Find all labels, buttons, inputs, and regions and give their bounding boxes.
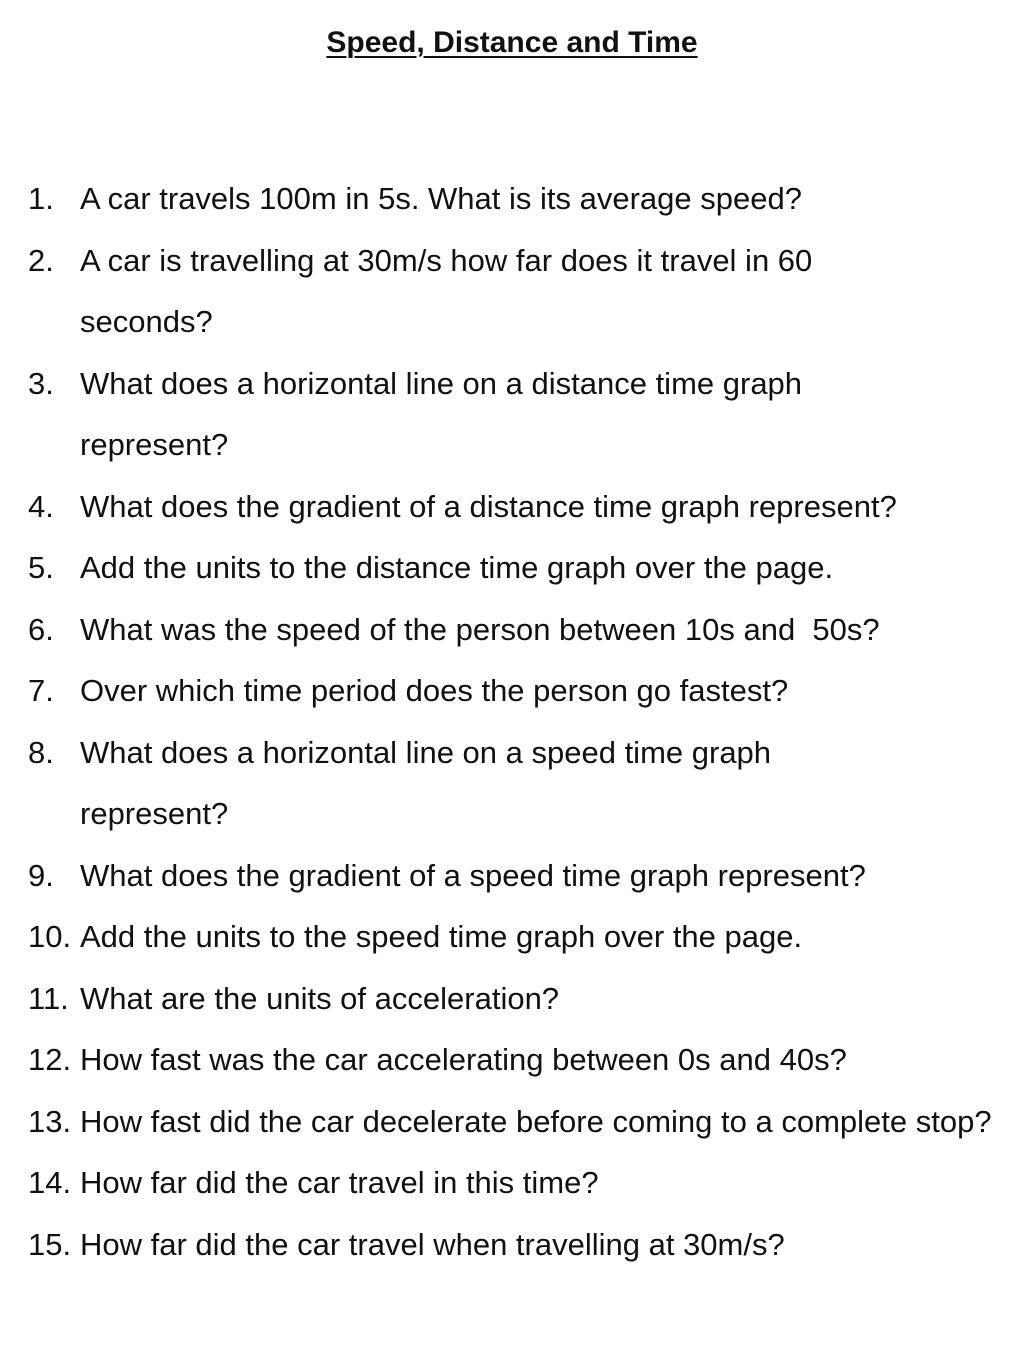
question-item <box>0 845 1024 907</box>
question-item <box>0 722 1024 845</box>
question-number: 1. <box>28 181 54 216</box>
question-item <box>0 537 1024 599</box>
question-item <box>0 968 1024 1030</box>
question-number: 7. <box>28 673 54 708</box>
question-item <box>0 660 1024 722</box>
question-text: What does the gradient of a distance time graph represent? <box>80 488 897 524</box>
question-text: How fast did the car decelerate before coming to a complete stop? <box>80 1103 992 1139</box>
question-number: 11. <box>28 980 69 1016</box>
question-number: 6. <box>28 611 54 647</box>
question-item <box>0 1152 1024 1214</box>
question-number: 4. <box>28 488 54 524</box>
question-number: 3. <box>28 365 54 401</box>
question-text: What does a horizontal line on a distance time graph represent? <box>80 365 803 462</box>
question-item <box>0 353 1024 476</box>
question-number: 10. <box>28 919 72 954</box>
question-item <box>0 1029 1024 1091</box>
question-number: 15. <box>28 1226 72 1262</box>
question-item <box>0 906 1024 968</box>
question-text: Add the units to the distance time graph over the page. <box>80 550 834 585</box>
question-text: A car is travelling at 30m/s how far does it travel in 60 seconds? <box>80 242 813 339</box>
question-text: How far did the car travel when travelling at 30m/s? <box>80 1226 785 1262</box>
question-item <box>0 230 1024 353</box>
question-text: What does a horizontal line on a speed time graph represent? <box>80 734 772 831</box>
question-item <box>0 1091 1024 1153</box>
question-text: What does the gradient of a speed time graph represent? <box>80 857 866 893</box>
question-number: 9. <box>28 857 54 893</box>
question-item <box>0 599 1024 661</box>
page-title: Speed, Distance and Time <box>326 26 698 59</box>
question-text: What are the units of acceleration? <box>80 980 560 1016</box>
question-text: A car travels 100m in 5s. What is its average speed? <box>80 181 802 216</box>
question-text: Over which time period does the person go fastest? <box>80 673 789 708</box>
question-item <box>0 476 1024 538</box>
question-number: 12. <box>28 1042 72 1077</box>
question-number: 14. <box>28 1165 72 1200</box>
question-item <box>0 168 1024 230</box>
question-text: What was the speed of the person between 10s and 50s? <box>80 611 880 647</box>
question-number: 5. <box>28 550 54 585</box>
question-number: 8. <box>28 734 54 770</box>
question-list <box>0 168 1024 1275</box>
question-number: 2. <box>28 242 54 278</box>
question-text: How fast was the car accelerating between 0s and 40s? <box>80 1042 847 1077</box>
question-text: Add the units to the speed time graph over the page. <box>80 919 803 954</box>
question-text: How far did the car travel in this time? <box>80 1165 599 1200</box>
question-number: 13. <box>28 1103 72 1139</box>
question-item <box>0 1214 1024 1276</box>
